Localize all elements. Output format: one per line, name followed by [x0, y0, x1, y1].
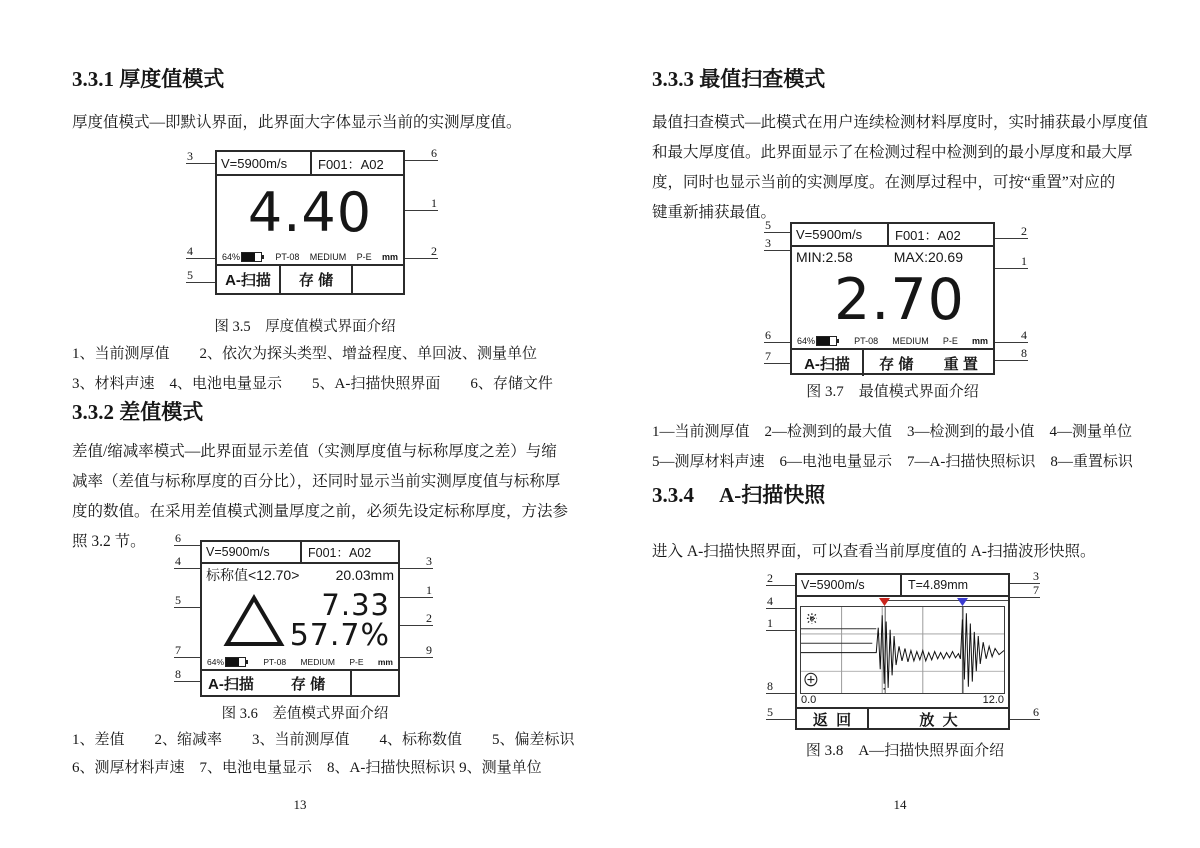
marker-baseline: [883, 600, 1008, 601]
callout-7: 7: [174, 643, 200, 658]
fig37-thickness-value: 2.70: [834, 267, 965, 333]
fig38-header-row: [797, 575, 1008, 597]
callout-4: 4: [995, 328, 1028, 343]
fig37-softkey-store: 存 储: [879, 355, 914, 373]
fig37-status-row: [792, 333, 993, 348]
callout-1: 1: [405, 196, 438, 211]
callout-2: 2: [400, 611, 433, 626]
fig35-file: F001：A02: [318, 156, 384, 172]
callout-2: 2: [405, 244, 438, 259]
circle-plus-icon: [805, 673, 817, 685]
callout-6: 6: [405, 146, 438, 161]
fig36-main-area: [202, 586, 398, 655]
paragraph-332-line1: 差值/缩减率模式—此界面显示差值（实测厚度值与标称厚度之差）与缩: [72, 443, 557, 460]
blue-gate-marker-icon: [957, 598, 968, 606]
paragraph-333-line3: 度，同时也显示当前的实测厚度。在测厚过程中，可按“重置”对应的: [652, 174, 1116, 191]
fig36-softkey-empty: [352, 671, 398, 695]
fig36-device-screen: [200, 540, 400, 697]
fig37-gain: MEDIUM: [892, 335, 929, 346]
fig36-legend-1: 1、差值 2、缩减率 3、当前测厚值 4、标称数值 5、偏差标识: [72, 732, 575, 748]
fig36-caption: 图 3.6 差值模式界面介绍: [221, 706, 389, 722]
fig37-softkey-group: [864, 350, 993, 376]
fig38-thickness: T=4.89mm: [908, 578, 969, 592]
callout-5: 5: [766, 705, 795, 720]
red-gate-marker-icon: [879, 598, 890, 606]
fig36-battery: [207, 657, 249, 667]
fig37-min-value: MIN:2.58: [796, 249, 853, 265]
callout-5: 5: [186, 268, 215, 283]
paragraph-333-line4: 键重新捕获最值。: [652, 204, 777, 221]
fig38-velocity: V=5900m/s: [797, 575, 902, 595]
paragraph-332-line3: 度的数值。在采用差值模式测量厚度之前，必须先设定标称厚度，方法参: [72, 503, 569, 520]
fig37-main-area: [792, 267, 993, 333]
fig35-gain: MEDIUM: [309, 251, 347, 262]
fig37-minmax-row: [792, 247, 993, 267]
fig36-battery-pct: 64%: [207, 657, 225, 667]
fig38-waveform-plot: [800, 606, 1005, 694]
fig36-gain: MEDIUM: [300, 657, 335, 667]
callout-7: 7: [764, 349, 790, 364]
paragraph-332: [72, 437, 592, 557]
fig36-probe: PT-08: [263, 657, 287, 667]
callout-5: 5: [174, 593, 200, 608]
fig37-legend-1: 1—当前测厚值 2—检测到的最大值 3—检测到的最小值 4—测量单位: [652, 424, 1133, 440]
fig35-legend-1: 1、当前测厚值 2、依次为探头类型、增益程度、单回波、测量单位: [72, 346, 538, 362]
fig37-device-screen: [790, 222, 995, 375]
callout-8: 8: [995, 346, 1028, 361]
fig37-softkey-reset: 重 置: [943, 355, 978, 373]
callout-1: 1: [766, 616, 795, 631]
paragraph-332-line4: 照 3.2 节。: [72, 533, 146, 550]
fig35-device-screen: [215, 150, 405, 295]
fig35-battery: [222, 252, 265, 262]
fig35-softkey-row: [217, 264, 403, 293]
callout-2: 2: [766, 571, 795, 586]
fig35-softkey-empty: [353, 266, 403, 293]
coupling-icon: [807, 613, 817, 623]
paragraph-333-line2: 和最大厚度值。此界面显示了在检测过程中检测到的最小厚度和最大厚: [652, 144, 1133, 161]
callout-1: 1: [995, 254, 1028, 269]
callout-6: 6: [174, 531, 200, 546]
callout-7: 7: [1010, 583, 1040, 598]
fig36-wave-mode: P-E: [349, 657, 364, 667]
battery-icon: [225, 657, 246, 667]
fig38-softkey-row: [797, 707, 1008, 730]
section-heading-332: 3.3.2 差值模式: [72, 400, 204, 424]
fig36-nominal-value: 标称值<12.70>: [206, 567, 300, 583]
callout-3: 3: [1010, 569, 1040, 584]
fig36-unit: mm: [377, 657, 393, 667]
fig37-caption: 图 3.7 最值模式界面介绍: [806, 384, 979, 400]
callout-4: 4: [174, 554, 200, 569]
fig35-thickness-value: 4.40: [247, 181, 373, 244]
fig35-status-row: [217, 249, 403, 264]
callout-8: 8: [174, 667, 200, 682]
fig36-diff-value: 7.33: [321, 587, 390, 622]
fig35-softkey-ascan: A-扫描: [217, 266, 281, 293]
fig35-battery-pct: 64%: [222, 251, 241, 262]
paragraph-331: 厚度值模式—即默认界面，此界面大字体显示当前的实测厚度值。: [72, 114, 522, 131]
paragraph-333: [652, 108, 1177, 228]
callout-6: 6: [764, 328, 790, 343]
callout-3: 3: [186, 149, 215, 164]
fig35-softkey-store: 存 储: [281, 266, 353, 293]
fig36-measured-value: 20.03mm: [335, 567, 394, 583]
fig36-reduction-pct: 57.7%: [289, 617, 390, 653]
fig37-softkey-row: [792, 348, 993, 376]
paragraph-333-line1: 最值扫查模式—此模式在用户连续检测材料厚度时，实时捕获最小厚度值: [652, 114, 1149, 131]
callout-9: 9: [400, 643, 433, 658]
paragraph-334: 进入 A-扫描快照界面，可以查看当前厚度值的 A-扫描波形快照。: [652, 543, 1096, 560]
fig36-velocity: V=5900m/s: [202, 542, 302, 562]
fig35-header-row: [217, 152, 403, 176]
callout-6: 6: [1010, 705, 1040, 720]
callout-8: 8: [766, 679, 795, 694]
waveform-svg: [801, 607, 1004, 693]
callout-3: 3: [764, 236, 790, 251]
fig35-unit: mm: [381, 251, 398, 262]
fig35-wave-mode: P-E: [356, 251, 372, 262]
fig37-velocity: V=5900m/s: [792, 224, 889, 245]
fig36-softkey-ascan: A-扫描: [208, 675, 254, 693]
callout-4: 4: [186, 244, 215, 259]
fig38-marker-strip: [797, 597, 1008, 606]
fig38-caption: 图 3.8 A—扫描快照界面介绍: [805, 743, 1005, 759]
callout-1: 1: [400, 583, 433, 598]
battery-icon: [816, 336, 837, 346]
fig37-wave-mode: P-E: [942, 335, 958, 346]
fig37-max-value: MAX:20.69: [893, 249, 963, 265]
fig38-axis-max: 12.0: [982, 694, 1004, 706]
fig36-legend-2: 6、测厚材料声速 7、电池电量显示 8、A-扫描快照标识 9、测量单位: [72, 760, 542, 776]
fig36-softkey-store: 存 储: [266, 671, 352, 695]
fig35-legend-2: 3、材料声速 4、电池电量显示 5、A-扫描快照界面 6、存储文件: [72, 376, 553, 392]
section-heading-333: 3.3.3 最值扫查模式: [652, 67, 826, 91]
fig38-axis-min: 0.0: [801, 694, 817, 706]
page-number-13: 13: [293, 797, 307, 812]
fig38-softkey-zoom: 放 大: [919, 712, 958, 729]
page-number-14: 14: [893, 797, 907, 812]
fig35-caption: 图 3.5 厚度值模式界面介绍: [214, 319, 396, 335]
fig35-probe: PT-08: [275, 251, 300, 262]
fig36-status-row: [202, 655, 398, 669]
fig37-legend-2: 5—测厚材料声速 6—电池电量显示 7—A-扫描快照标识 8—重置标识: [652, 454, 1133, 470]
fig38-device-screen: [795, 573, 1010, 730]
fig37-probe: PT-08: [854, 335, 879, 346]
callout-2: 2: [995, 224, 1028, 239]
fig36-values: [286, 587, 398, 653]
paragraph-332-line2: 减率（差值与标称厚度的百分比），还同时显示当前实测厚度值与标称厚: [72, 473, 561, 490]
fig36-header-row: [202, 542, 398, 564]
deviation-triangle-icon: [222, 593, 286, 649]
battery-icon: [241, 252, 262, 262]
fig38-axis-row: [797, 694, 1008, 707]
callout-3: 3: [400, 554, 433, 569]
section-heading-331: 3.3.1 厚度值模式: [72, 67, 225, 91]
fig36-file: F001：A02: [308, 546, 372, 560]
fig37-header-row: [792, 224, 993, 247]
fig36-nominal-row: [202, 564, 398, 586]
fig37-softkey-ascan: A-扫描: [792, 350, 864, 376]
fig37-battery: [797, 336, 840, 346]
callout-5: 5: [764, 218, 790, 233]
fig35-main-area: [217, 176, 403, 249]
section-heading-334: 3.3.4 A-扫描快照: [652, 483, 826, 507]
fig37-battery-pct: 64%: [797, 335, 816, 346]
fig37-file: F001：A02: [895, 228, 961, 243]
fig37-unit: mm: [971, 335, 988, 346]
fig36-softkey-row: [202, 669, 398, 695]
fig35-velocity: V=5900m/s: [217, 152, 312, 174]
callout-4: 4: [766, 594, 795, 609]
fig38-softkey-back: 返 回: [797, 709, 869, 730]
